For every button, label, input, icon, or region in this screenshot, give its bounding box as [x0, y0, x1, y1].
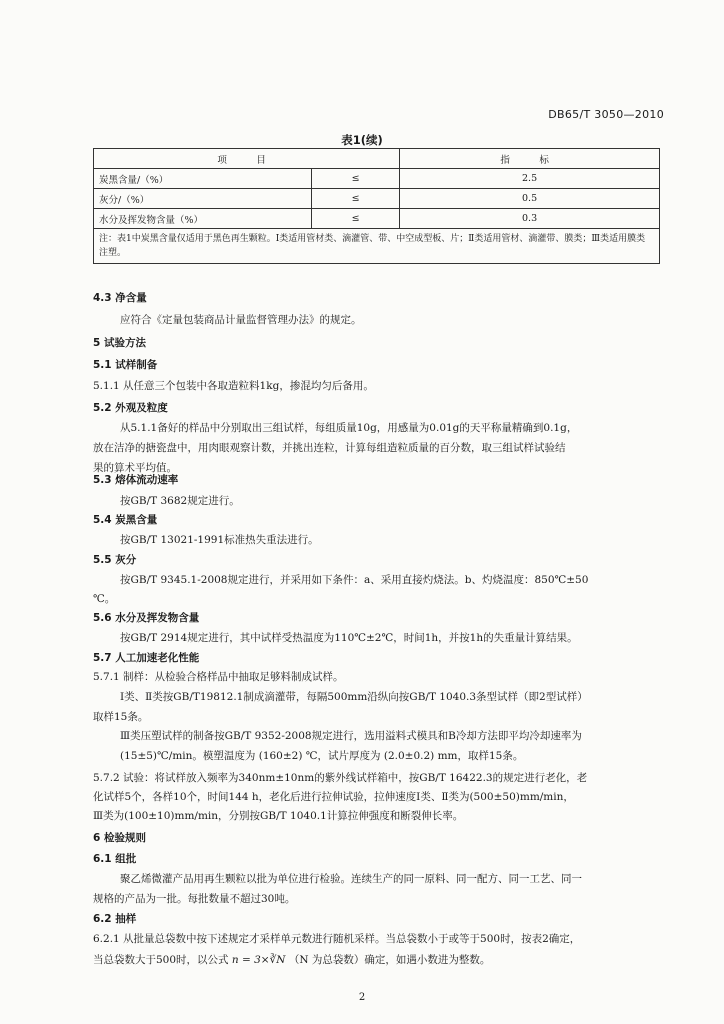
section-4-3-title: 4.3 净含量 — [93, 292, 147, 304]
section-5-7-2-p6: 5.7.2 试验：将试样放入频率为340nm±10nm的紫外线试样箱中，按GB/T 16422.3的规定进行老化，老 — [93, 772, 588, 784]
table-caption: 表1(续) — [341, 133, 383, 147]
table-note: 注：表1中炭黑含量仅适用于黑色再生颗粒。Ⅰ类适用管材类、滴灌管、带、中空成型板、片；Ⅱ类适用管材、滴灌带、膜类；Ⅲ类适用膜类注塑。 — [94, 229, 660, 264]
section-6-1-p2: 规格的产品为一批。每批数量不超过30吨。 — [93, 893, 296, 905]
section-6-2-title: 6.2 抽样 — [93, 913, 137, 925]
sampling-formula: n = 3×∛N — [231, 954, 286, 966]
section-5-5-p2: ℃。 — [93, 593, 116, 605]
section-5-2-p1: 从5.1.1备好的样品中分别取出三组试样，每组质量10g，用感量为0.01g的天平称量精确到0.1g， — [120, 422, 578, 434]
section-5-1-title: 5.1 试样制备 — [93, 359, 158, 371]
row-value: 2.5 — [400, 169, 660, 189]
row-value: 0.3 — [400, 209, 660, 229]
standard-code: DB65/T 3050—2010 — [548, 108, 664, 121]
section-5-title: 5 试验方法 — [93, 337, 146, 349]
section-6-1-title: 6.1 组批 — [93, 853, 137, 865]
row-value: 0.5 — [400, 189, 660, 209]
table-header-item: 项 目 — [94, 149, 400, 169]
section-5-7-p5: (15±5)℃/min。模塑温度为 (160±2) ℃，试片厚度为 (2.0±0.2) mm，取样15条。 — [120, 750, 524, 762]
sampling-text-b: （N 为总袋数）确定，如遇小数进为整数。 — [288, 954, 491, 966]
section-5-2-p2: 放在洁净的搪瓷盘中，用肉眼观察计数，并挑出连粒，计算每组造粒质量的百分数，取三组试样试验结 — [93, 442, 566, 454]
section-5-7-p2: Ⅰ类、Ⅱ类按GB/T19812.1制成滴灌带，每隔500mm沿纵向按GB/T 1040.3条型试样（即2型试样） — [120, 691, 588, 703]
properties-table — [93, 148, 660, 264]
section-5-7-p3: 取样15条。 — [93, 711, 149, 723]
section-4-3-text: 应符合《定量包装商品计量监督管理办法》的规定。 — [120, 314, 362, 326]
section-5-7-title: 5.7 人工加速老化性能 — [93, 652, 200, 664]
row-item: 水分及挥发物含量（%） — [94, 209, 312, 229]
section-5-1-1-text: 5.1.1 从任意三个包装中各取造粒料1kg，掺混均匀后备用。 — [93, 380, 374, 392]
section-5-5-title: 5.5 灰分 — [93, 554, 137, 566]
section-5-2-title: 5.2 外观及粒度 — [93, 402, 168, 414]
section-5-5-p1: 按GB/T 9345.1-2008规定进行，并采用如下条件：a、采用直接灼烧法。b、灼烧温度：850℃±50 — [120, 574, 589, 586]
section-5-4-text: 按GB/T 13021-1991标准热失重法进行。 — [120, 534, 319, 546]
section-5-3-text: 按GB/T 3682规定进行。 — [120, 495, 240, 507]
section-6-2-1-p1: 6.2.1 从批量总袋数中按下述规定才采样单元数进行随机采样。当总袋数小于或等于500时，按表2确定， — [93, 933, 581, 945]
row-operator: ≤ — [312, 209, 400, 229]
section-5-7-p4: Ⅲ类压塑试样的制备按GB/T 9352-2008规定进行，选用溢料式模具和B冷却方法即平均冷却速率为 — [120, 730, 582, 742]
section-5-2-p3: 果的算术平均值。 — [93, 462, 177, 474]
table-row — [94, 209, 660, 229]
section-5-6-title: 5.6 水分及挥发物含量 — [93, 612, 200, 624]
section-6-2-1-p2 — [93, 952, 660, 968]
section-5-4-title: 5.4 炭黑含量 — [93, 514, 158, 526]
table-header-index: 指 标 — [400, 149, 660, 169]
section-5-3-title: 5.3 熔体流动速率 — [93, 474, 179, 486]
section-5-7-1-text: 5.7.1 制样：从检验合格样品中抽取足够料制成试样。 — [93, 671, 344, 683]
row-operator: ≤ — [312, 169, 400, 189]
table-row — [94, 189, 660, 209]
section-6-1-p1: 聚乙烯微灌产品用再生颗粒以批为单位进行检验。连续生产的同一原料、同一配方、同一工艺、同一 — [120, 873, 582, 885]
row-item: 灰分/（%） — [94, 189, 312, 209]
sampling-text-a: 当总袋数大于500时，以公式 — [93, 954, 229, 966]
page-number: 2 — [358, 992, 366, 1003]
section-5-6-text: 按GB/T 2914规定进行，其中试样受热温度为110℃±2℃，时间1h，并按1h的失重量计算结果。 — [120, 632, 578, 644]
row-item: 炭黑含量/（%） — [94, 169, 312, 189]
section-6-title: 6 检验规则 — [93, 832, 146, 844]
section-5-7-2-p7: 化试样5个，各样10个，时间144 h，老化后进行拉伸试验，拉伸速度Ⅰ类、Ⅱ类为(500±50)mm/min， — [93, 791, 574, 803]
row-operator: ≤ — [312, 189, 400, 209]
table-row — [94, 169, 660, 189]
section-5-7-2-p8: Ⅲ类为(100±10)mm/min，分别按GB/T 1040.1计算拉伸强度和断裂伸长率。 — [93, 810, 464, 822]
